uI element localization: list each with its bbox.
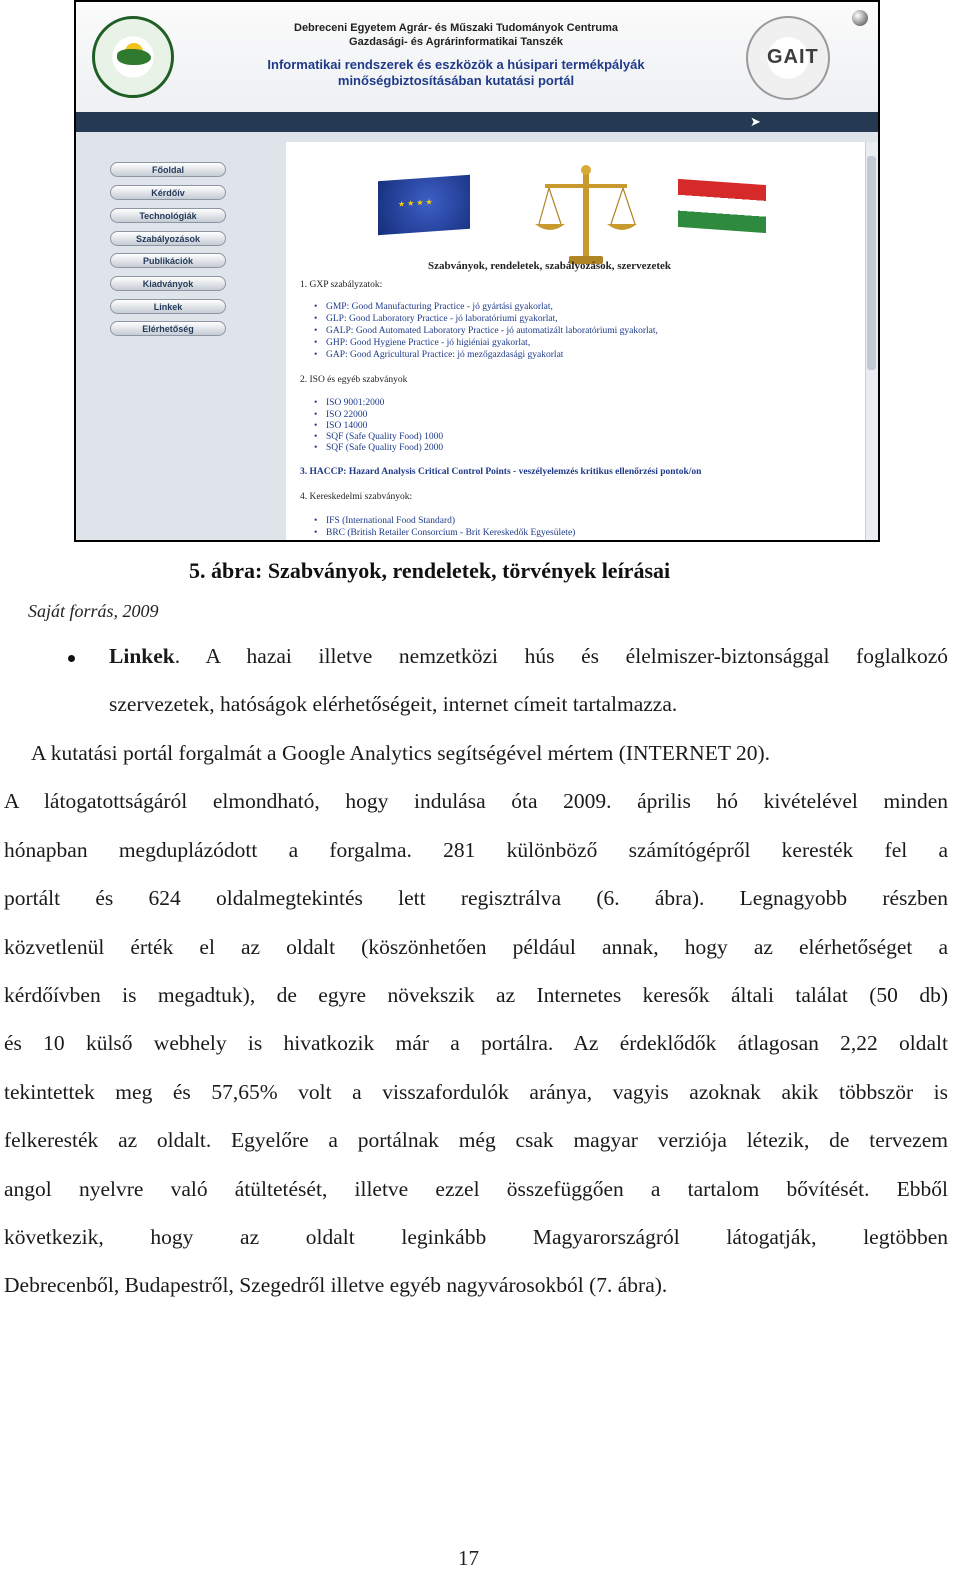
scrollbar-thumb[interactable] bbox=[867, 156, 876, 370]
portal-header bbox=[76, 2, 878, 113]
portal-screenshot bbox=[74, 0, 880, 542]
list-item[interactable]: • ISO 22000 bbox=[326, 410, 367, 420]
sidebar-item-linkek[interactable]: Linkek bbox=[110, 299, 226, 314]
page-number: 17 bbox=[458, 1546, 479, 1570]
header-line-1: Debreceni Egyetem Agrár- és Műszaki Tudományok Centruma bbox=[294, 22, 618, 34]
portal-navbar bbox=[76, 112, 878, 132]
sidebar-item-kiadvanyok[interactable]: Kiadványok bbox=[110, 276, 226, 291]
list-item[interactable]: • GLP: Good Laboratory Practice - jó laboratóriumi gyakorlat, bbox=[326, 314, 558, 324]
eu-flag-image bbox=[378, 175, 470, 235]
list-item[interactable]: • SQF (Safe Quality Food) 2000 bbox=[326, 443, 443, 453]
university-logo bbox=[92, 16, 174, 98]
list-item[interactable]: • IFS (International Food Standard) bbox=[326, 516, 455, 526]
list-item[interactable]: • ISO 14000 bbox=[326, 421, 367, 431]
sidebar-item-kerdoiv[interactable]: Kérdőív bbox=[110, 185, 226, 200]
sidebar-item-szabalyozasok[interactable]: Szabályozások bbox=[110, 231, 226, 246]
paragraph-line: kérdőívben is megadtuk), de egyre növekszik az Internetes keresők általi találat (50 db) bbox=[4, 983, 948, 1007]
paragraph-line: portált és 624 oldalmegtekintés lett regisztrálva (6. ábra). Legnagyobb részben bbox=[4, 886, 948, 910]
scales-of-justice-icon bbox=[531, 162, 641, 268]
paragraph-line: közvetlenül érték el az oldalt (köszönhetően például annak, hogy az elérhetőséget a bbox=[4, 935, 948, 959]
panel-title: Szabványok, rendeletek, szabályozások, szervezetek bbox=[428, 260, 671, 272]
list-item[interactable]: • GMP: Good Manufacturing Practice - jó gyártási gyakorlat, bbox=[326, 302, 553, 312]
paragraph-line: és 10 külső webhely is hivatkozik már a portálra. Az érdeklődők átlagosan 2,22 oldalt bbox=[4, 1031, 948, 1055]
bullet-line-2: szervezetek, hatóságok elérhetőségeit, internet címeit tartalmazza. bbox=[109, 692, 678, 716]
paragraph-line: tekintettek meg és 57,65% volt a visszafordulók aránya, vagyis azoknak akik többször is bbox=[4, 1080, 948, 1104]
section-commercial: 4. Kereskedelmi szabványok: bbox=[300, 492, 413, 502]
list-item[interactable]: • GAP: Good Agricultural Practice: jó mezőgazdasági gyakorlat bbox=[326, 350, 563, 360]
list-item[interactable]: • GALP: Good Automated Laboratory Practice - jó automatizált laboratóriumi gyakorlat, bbox=[326, 326, 658, 336]
section-iso: 2. ISO és egyéb szabványok bbox=[300, 375, 408, 385]
scrollbar[interactable] bbox=[865, 142, 878, 542]
bullet-text: . A hazai illetve nemzetközi hús és élelmiszer-biztonsággal foglalkozó bbox=[174, 644, 948, 668]
paragraph-line: Debrecenből, Budapestről, Szegedről illetve egyéb nagyvárosokból (7. ábra). bbox=[4, 1273, 668, 1297]
mouse-cursor-icon: ➤ bbox=[750, 114, 761, 129]
header-line-2: Gazdasági- és Agrárinformatikai Tanszék bbox=[349, 36, 563, 48]
bullet-point-icon bbox=[68, 655, 75, 662]
list-item[interactable]: • BRC (British Retailer Consorcium - Brit Kereskedők Egyesülete) bbox=[326, 528, 575, 538]
section-haccp[interactable]: 3. HACCP: Hazard Analysis Critical Control Points - veszélyelemzés kritikus ellenőrzési pontok/on bbox=[300, 467, 702, 477]
list-item[interactable]: • GHP: Good Hygiene Practice - jó higiéniai gyakorlat, bbox=[326, 338, 530, 348]
figure-caption: 5. ábra: Szabványok, rendeletek, törvények leírásai bbox=[189, 558, 671, 583]
figure-source: Saját forrás, 2009 bbox=[28, 601, 159, 621]
paragraph-line: felkeresték az oldalt. Egyelőre a portálnak még csak magyar verziója létezik, de tervezem bbox=[4, 1128, 948, 1152]
sidebar-item-elerhetoseg[interactable]: Elérhetőség bbox=[110, 321, 226, 336]
header-line-4: minőségbiztosításában kutatási portál bbox=[337, 73, 575, 88]
portal-content-panel bbox=[286, 142, 874, 542]
pin-icon bbox=[852, 10, 868, 26]
list-item[interactable]: • SQF (Safe Quality Food) 1000 bbox=[326, 432, 443, 442]
list-item[interactable]: • ISO 9001:2000 bbox=[326, 398, 384, 408]
paragraph-line: A látogatottságáról elmondható, hogy indulása óta 2009. április hó kivételével minden bbox=[4, 789, 948, 813]
bullet-label: Linkek bbox=[109, 644, 175, 668]
paragraph-line: következik, hogy az oldalt leginkább Magyarországról látogatják, legtöbben bbox=[4, 1225, 948, 1249]
gait-logo-text: GAIT bbox=[767, 46, 819, 68]
section-gxp: 1. GXP szabályzatok: bbox=[300, 280, 383, 290]
paragraph-line: A kutatási portál forgalmát a Google Analytics segítségével mértem (INTERNET 20). bbox=[31, 741, 770, 765]
sidebar-item-publikaciok[interactable]: Publikációk bbox=[110, 253, 226, 268]
paragraph-line: hónapban megduplázódott a forgalma. 281 különböző számítógépről keresték fel a bbox=[4, 838, 948, 862]
sidebar-item-technologiak[interactable]: Technológiák bbox=[110, 208, 226, 223]
paragraph-line: angol nyelvre való átültetését, illetve ezzel összefüggően a tartalom bővítését. Ebből bbox=[4, 1177, 948, 1201]
hungarian-flag-image bbox=[678, 179, 766, 233]
header-line-3: Informatikai rendszerek és eszközök a húsipari termékpályák bbox=[267, 57, 645, 72]
sidebar-item-foodal[interactable]: Főoldal bbox=[110, 162, 226, 177]
bullet-line-1 bbox=[109, 644, 948, 669]
